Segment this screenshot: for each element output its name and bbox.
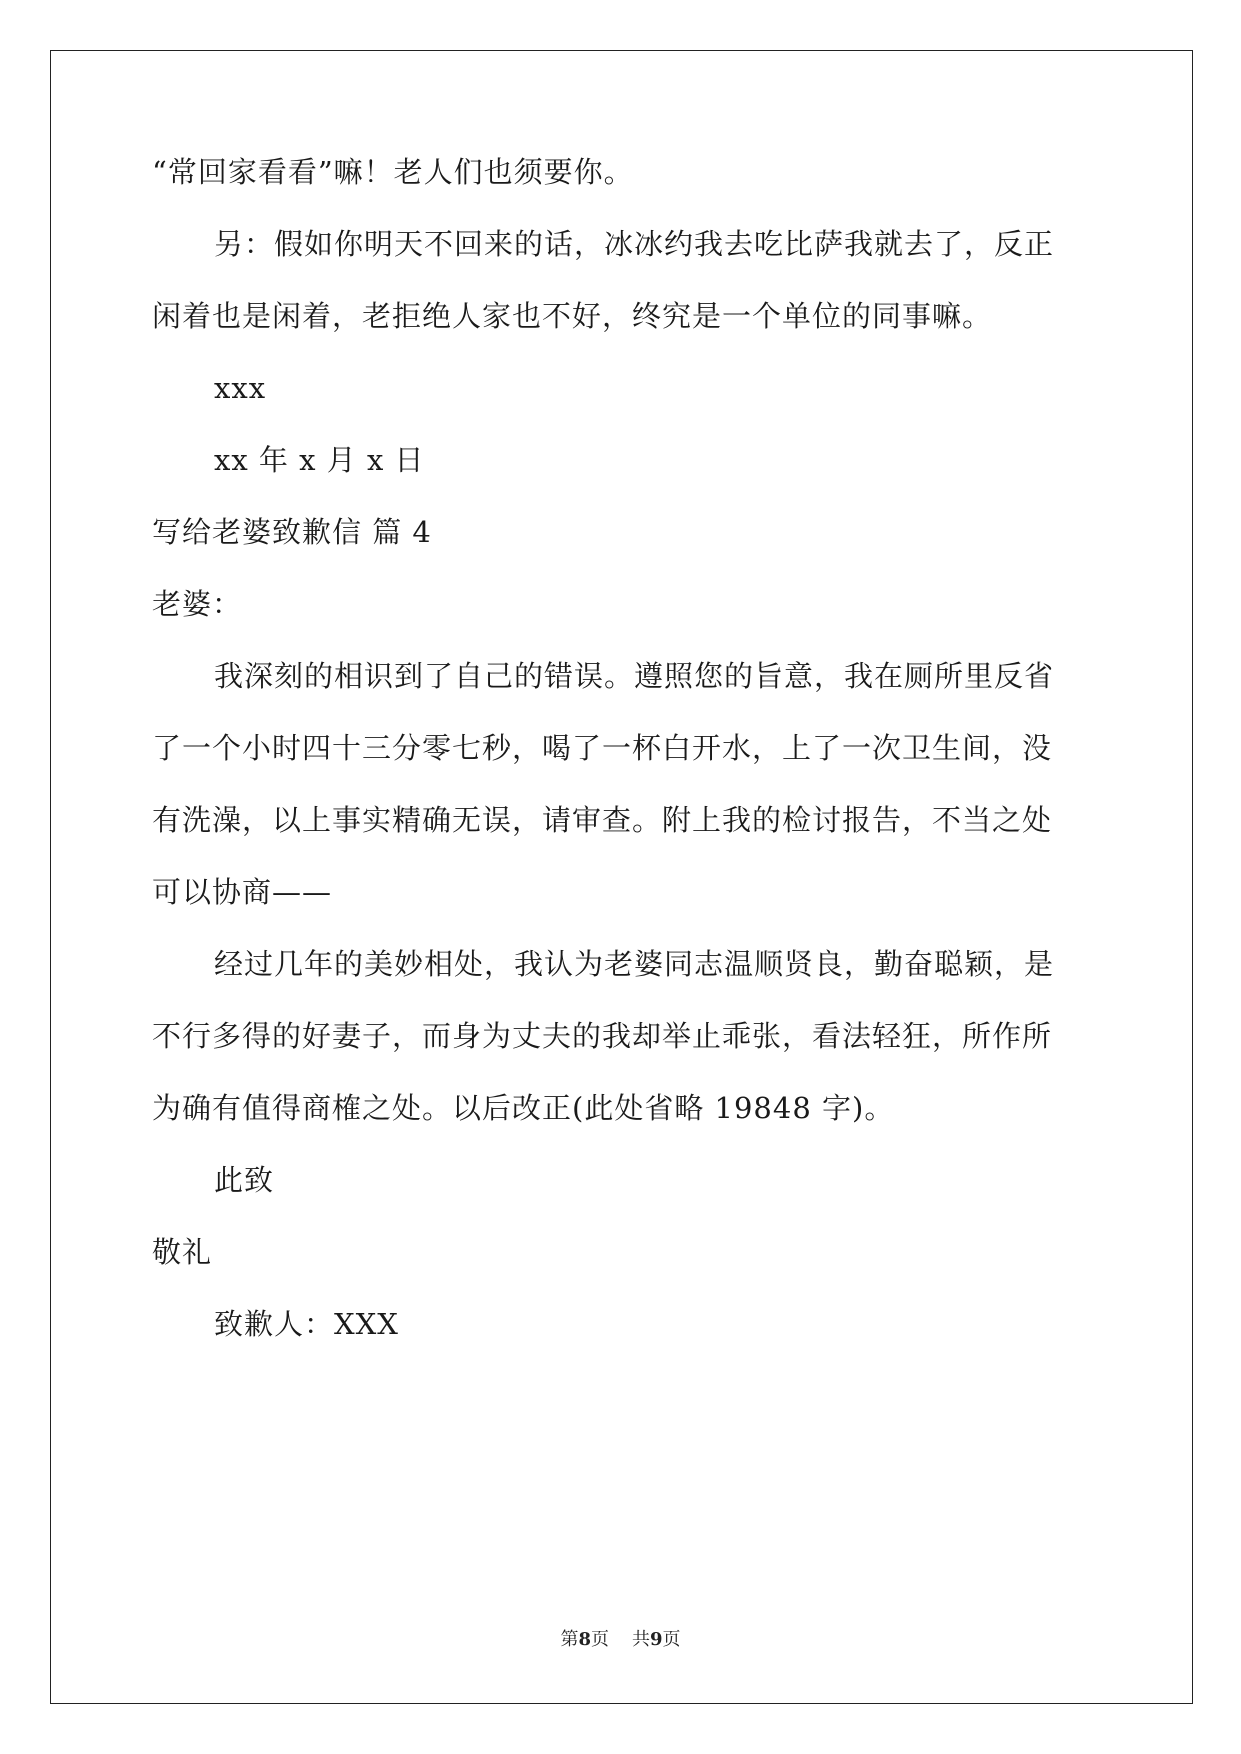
apologizer-signature: 致歉人：XXX <box>214 1307 399 1341</box>
paragraph-line: 我深刻的相识到了自己的错误。遵照您的旨意，我在厕所里反省 <box>214 659 1055 693</box>
page-suffix: 页 <box>591 1629 610 1650</box>
section-title: 写给老婆致歉信 篇 4 <box>152 515 432 549</box>
paragraph-line: 了一个小时四十三分零七秒，喝了一杯白开水，上了一次卫生间，没 <box>152 731 1053 765</box>
closing-salute: 敬礼 <box>152 1235 213 1269</box>
total-suffix: 页 <box>662 1629 681 1650</box>
paragraph-line: 另：假如你明天不回来的话，冰冰约我去吃比萨我就去了，反正 <box>214 227 1055 261</box>
salutation: 老婆： <box>152 587 243 621</box>
paragraph-line: 为确有值得商榷之处。以后改正(此处省略 19848 字)。 <box>152 1091 895 1125</box>
paragraph-line: 经过几年的美妙相处，我认为老婆同志温顺贤良，勤奋聪颖，是 <box>214 947 1055 981</box>
total-prefix: 共 <box>631 1629 650 1650</box>
paragraph-line: 有洗澡，以上事实精确无误，请审查。附上我的检讨报告，不当之处 <box>152 803 1053 837</box>
paragraph-line: 可以协商—— <box>152 875 333 909</box>
paragraph-line: 闲着也是闲着，老拒绝人家也不好，终究是一个单位的同事嘛。 <box>152 299 993 333</box>
total-page-number: 9 <box>649 1629 663 1650</box>
signature-date: xx 年 x 月 x 日 <box>214 443 425 477</box>
signature-name: xxx <box>214 371 267 405</box>
current-page-number: 8 <box>578 1629 592 1650</box>
paragraph-line: 不行多得的好妻子，而身为丈夫的我却举止乖张，看法轻狂，所作所 <box>152 1019 1053 1053</box>
page-footer <box>0 1628 1241 1652</box>
page-prefix: 第 <box>560 1629 579 1650</box>
paragraph-line: “常回家看看”嘛！老人们也须要你。 <box>152 155 634 189</box>
closing-line: 此致 <box>214 1163 275 1197</box>
